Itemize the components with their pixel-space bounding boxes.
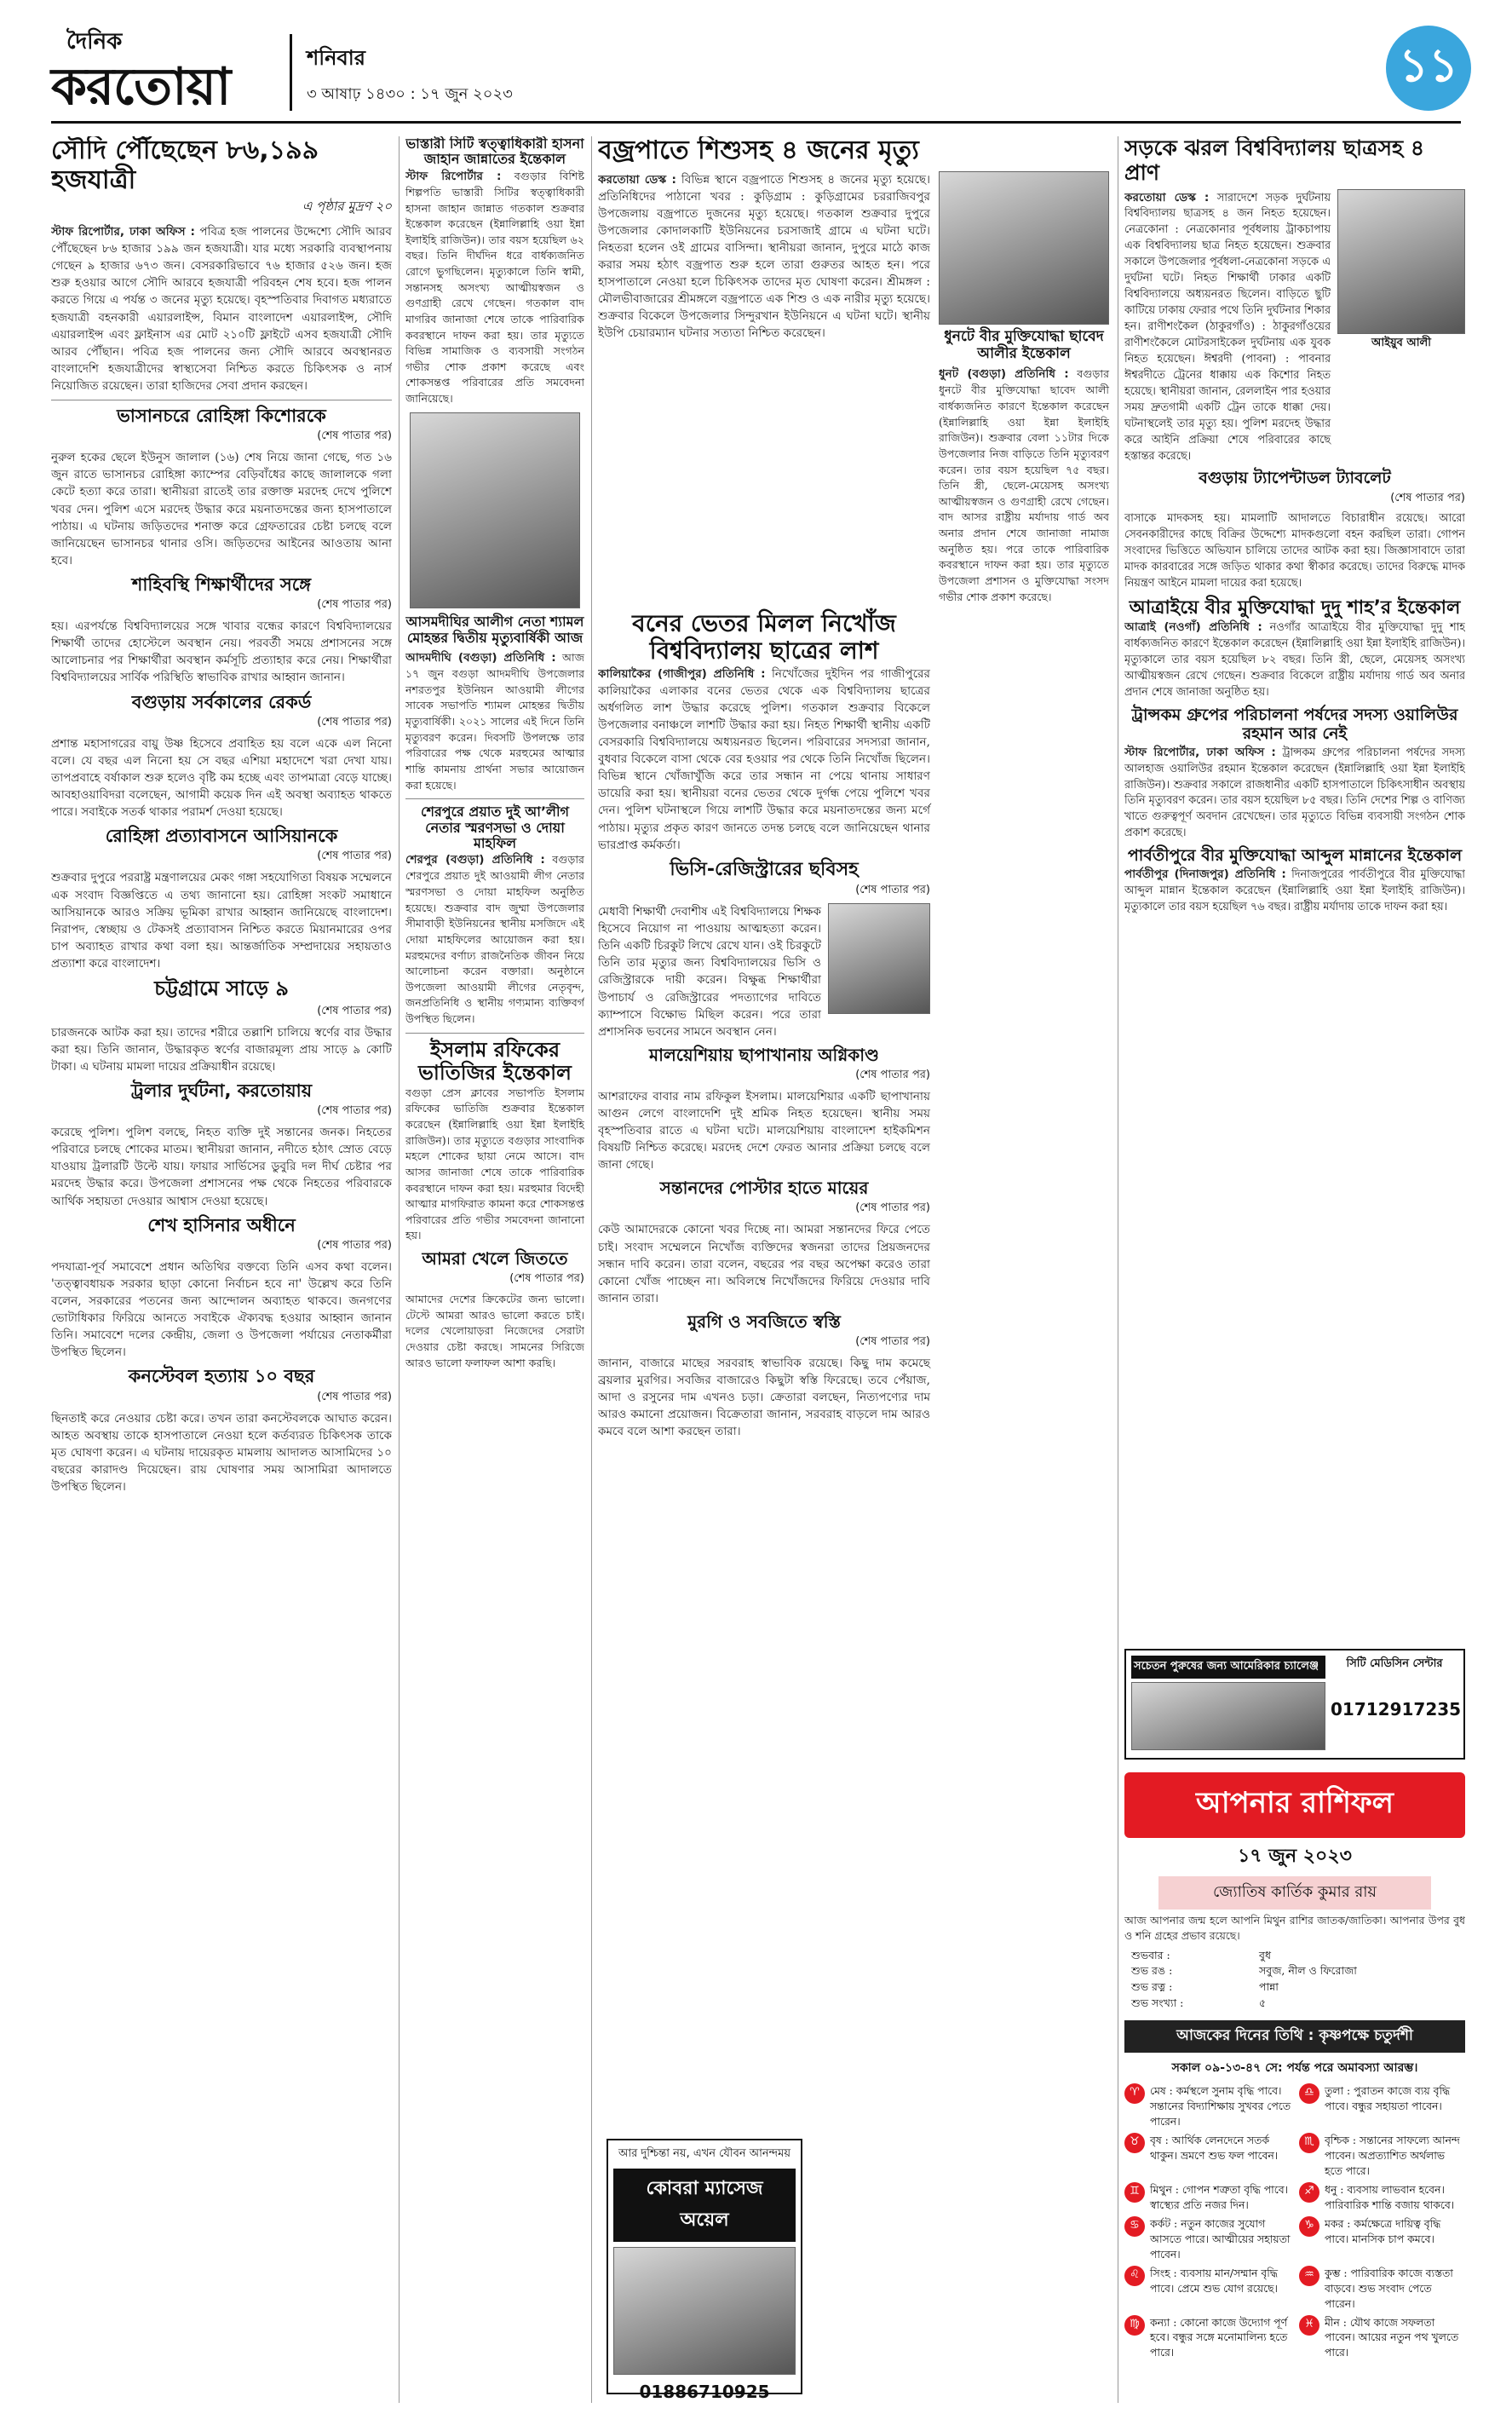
headline: মালয়েশিয়ায় ছাপাখানায় অগ্নিকাণ্ড — [648, 1044, 880, 1065]
zodiac-text: সিংহ : ব্যবসায় মান/সম্মান বৃদ্ধি পাবে। প্রেমে শুভ যোগ রয়েছে। — [1150, 2266, 1278, 2295]
byline: আত্রাই (নওগাঁ) প্রতিনিধি : — [1124, 620, 1262, 635]
byline: স্টাফ রিপোর্টার : — [405, 169, 502, 183]
headline: সন্তানদের পোস্টার হাতে মায়ের — [659, 1178, 869, 1199]
page-number-badge: ১১ — [1386, 26, 1471, 111]
story-cricket — [405, 1249, 584, 1371]
continued-label: (শেষ পাতার পর) — [317, 429, 392, 443]
headline: ভাসানচরে রোহিঙ্গা কিশোরকে — [117, 406, 326, 427]
story-body: দিনাজপুরের পার্বতীপুরে বীর মুক্তিযোদ্ধা আব্দুল মান্নান ইন্তেকাল করেছেন (ইন্নালিল্লাহি ওয়া ইন্না ইলাইহি রাজিউন)। মৃত্যুকালে তার বয়স হয়েছিল ৭৬ বছর। রাষ্ট্রীয় মর্যাদায় তাকে দাফন করা হয়। — [1124, 868, 1465, 913]
ad-subtitle: আর দুশ্চিন্তা নয়, এখন যৌবন আনন্দময় — [618, 2147, 790, 2160]
zodiac-entry — [1299, 2216, 1465, 2262]
zodiac-entry — [1124, 2216, 1291, 2262]
story-body: বাসাকে মাদকসহ হয়। মামলাটি আদালতে বিচারাধীন রয়েছে। আরো সেবনকারীদের কাছে বিক্রির উদ্দেশ্যে মাদকগুলো বহন করছিল তারা। গোপন সংবাদের ভিত্তিতে অভিযান চালিয়ে তাদের আটক করা হয়। জিজ্ঞাসাবাদে তারা মাদক কারবারের সঙ্গে জড়িত থাকার কথা স্বীকার করেছে। তাদের বিরুদ্ধে মাদক নিয়ন্ত্রণ আইনে মামলা দায়ের করা হয়েছে। — [1124, 512, 1465, 590]
ad-phone[interactable]: 01712917235 — [1331, 1699, 1462, 1720]
horoscope-table-key: শুভবার : — [1131, 1948, 1170, 1962]
zodiac-entry — [1299, 2266, 1465, 2312]
logo-big-text: করতোয়া — [51, 57, 231, 117]
story-body: ছিনতাই করে নেওয়ার চেষ্টা করে। তখন তারা কনস্টেবলকে আঘাত করেন। আহত অবস্থায় তাকে হাসপাতালে নেওয়া হলে কর্তব্যরত চিকিৎসক তাকে মৃত ঘোষণা করেন। এ ঘটনায় দায়েরকৃত মামলায় আদালত আসামিদের ১০ বছরের কারাদণ্ড দিয়েছেন। রায় ঘোষণার সময় আসামিরা আদালতে উপস্থিত ছিলেন। — [51, 1411, 392, 1495]
continued-label: (শেষ পাতার পর) — [317, 715, 392, 729]
story-body: আমাদের দেশের ক্রিকেটের জন্য ভালো। টেস্টে আমরা আরও ভালো করতে চাই। দলের খেলোয়াড়রা নিজেদের সেরাটা দেওয়ার চেষ্টা করছে। সামনের সিরিজে আরও ভালো ফলাফল আশা করছি। — [405, 1293, 584, 1369]
portrait-photo — [828, 903, 930, 1014]
headline: কনস্টেবল হত্যায় ১০ বছর — [128, 1366, 315, 1387]
headline: বনের ভেতর মিলল নিখোঁজ বিশ্ববিদ্যালয় ছাত্রের লাশ — [632, 609, 896, 665]
story-body: আজ ১৭ জুন বগুড়া আদমদীঘি উপজেলার নশরতপুর ইউনিয়ন আওয়ামী লীগের সাবেক সভাপতি শ্যামল মোহন্তর দ্বিতীয় মৃত্যুবার্ষিকী। ২০২১ সালের এই দিনে তিনি মৃত্যুবরণ করেন। দিবসটি উপলক্ষে তার পরিবারের পক্ষ থেকে মরহুমের আত্মার শান্তি কামনায় প্রার্থনা সভার আয়োজন করা হয়েছে। — [405, 651, 584, 792]
photo-caption: ধুনটে বীর মুক্তিযোদ্ধা ছাবেদ আলীর ইন্তেকাল — [944, 327, 1104, 362]
zodiac-text: বৃশ্চিক : সন্তানের সাফল্যে আনন্দ পাবেন। অপ্রত্যাশিত অর্থলাভ হতে পারে। — [1325, 2133, 1460, 2177]
zodiac-text: মেষ : কর্মস্থলে সুনাম বৃদ্ধি পাবে। সন্তানের বিদ্যাশিক্ষায় সুখবর পেতে পারেন। — [1150, 2083, 1291, 2128]
headline: বগুড়ায় ট্যাপেন্টাডল ট্যাবলেট — [1199, 469, 1391, 488]
horoscope-table-value: বুধ — [1259, 1948, 1271, 1962]
story-body: নওগাঁর আত্রাইয়ে বীর মুক্তিযোদ্ধা দুদু শাহ বার্ধক্যজনিত কারণে ইন্তেকাল করেছেন (ইন্নালিল্লাহি ওয়া ইন্না ইলাইহি রাজিউন)। মৃত্যুকালে তার বয়স হয়েছিল ৮২ বছর। তিনি স্ত্রী, ছেলে, মেয়েসহ অসংখ্য আত্মীয়স্বজন রেখে গেছেন। শুক্রবার বিকেলে রাষ্ট্রীয় মর্যাদায় গার্ড অব অনার প্রদান শেষে জানাজা অনুষ্ঠিত হয়। — [1124, 621, 1465, 700]
horoscope-table-value: সবুজ, নীল ও ফিরোজা — [1259, 1964, 1357, 1978]
horoscope-table-row — [1131, 1979, 1458, 1996]
headline: রোহিঙ্গা প্রত্যাবাসনে আসিয়ানকে — [105, 826, 338, 847]
story-parbatipur — [1124, 847, 1465, 916]
headline: সৌদি পৌঁছেছেন ৮৬,১৯৯ হজযাত্রী — [51, 136, 319, 195]
ad-image — [613, 2247, 796, 2375]
story-body: সারাদেশে সড়ক দুর্ঘটনায় বিশ্ববিদ্যালয় ছাত্রসহ ৪ জন নিহত হয়েছেন। নেত্রকোনা : নেত্রকোনার পূর্বধলায় ট্রাকচাপায় এক বিশ্ববিদ্যালয় ছাত্র নিহত হয়েছেন। শুক্রবার সকালে উপজেলার পূর্বধলা-নেত্রকোনা সড়কে এ দুর্ঘটনা ঘটে। নিহত শিক্ষার্থী ঢাকার একটি বিশ্ববিদ্যালয়ে অধ্যয়নরত ছিলেন। বাড়িতে ছুটি কাটিয়ে ঢাকায় ফেরার পথে তিনি দুর্ঘটনার শিকার হন। রাণীশংকৈল (ঠাকুরগাঁও) : ঠাকুরগাঁওয়ের রাণীশংকৈলে মোটরসাইকেল দুর্ঘটনায় এক যুবক নিহত হয়েছেন। ঈশ্বরদী (পাবনা) : পাবনার ঈশ্বরদীতে ট্রেনের ধাক্কায় এক কিশোর নিহত হয়েছে। স্থানীয়রা জানান, রেললাইন পার হওয়ার সময় দ্রুতগামী একটি ট্রেন তাকে ধাক্কা দেয়। ঘটনাস্থলেই তার মৃত্যু হয়। পুলিশ মরদেহ উদ্ধার করে আইনি প্রক্রিয়া শেষে পরিবারের কাছে হস্তান্তর করেছে। — [1124, 191, 1331, 463]
logo-small-text: দৈনিক — [66, 29, 123, 55]
ad-label: সিটি মেডিসিন সেন্টার — [1346, 1657, 1443, 1670]
horoscope-date: ১৭ জুন ২০২৩ — [1238, 1846, 1352, 1867]
byline: করতোয়া ডেস্ক : — [1124, 190, 1210, 205]
story-body: ট্রান্সকম গ্রুপের পরিচালনা পর্ষদের সদস্য আলহাজ ওয়ালিউর রহমান ইন্তেকাল করেছেন (ইন্নালিল্লাহি ওয়া ইন্না ইলাইহি রাজিউন)। শুক্রবার সকালে রাজধানীর একটি হাসপাতালে চিকিৎসাধীন অবস্থায় তিনি মৃত্যুবরণ করেন। তার বয়স হয়েছিল ৮৫ বছর। তিনি দেশের শিল্প ও বাণিজ্য খাতে গুরুত্বপূর্ণ অবদান রেখেছেন। তার মৃত্যুতে বিভিন্ন ব্যবসায়ী সংগঠন শোক প্রকাশ করেছে। — [1124, 746, 1465, 840]
continued-label: (শেষ পাতার পর) — [317, 850, 392, 863]
continued-label: (শেষ পাতার পর) — [855, 884, 930, 897]
zodiac-entry — [1124, 2315, 1291, 2361]
headline: ট্রলার দুর্ঘটনা, করতোয়ায় — [130, 1080, 313, 1101]
story-hajj — [51, 136, 392, 395]
headline: ভাস্তারী সিটি স্বত্ত্বাধিকারী হাসনা জাহান জান্নাতের ইন্তেকাল — [405, 136, 584, 168]
headline: ট্রান্সকম গ্রুপের পরিচালনা পর্ষদের সদস্য ওয়ালিউর রহমান আর নেই — [1131, 705, 1458, 743]
story-vc-registrar — [598, 859, 930, 1040]
story-students — [51, 574, 392, 687]
story-body: পবিত্র হজ পালনের উদ্দেশ্যে সৌদি আরব পৌঁছেছেন ৮৬ হাজার ১৯৯ জন হজযাত্রী। যার মধ্যে সরকারি ব্যবস্থাপনায় গেছেন ৯ হাজার ৬৭৩ জন। বেসরকারিভাবে ৭৬ হাজার ৫২৬ জন। হজ শুরু হওয়ার আগে সৌদি আরবে হজযাত্রী পরিবহন শেষ হবে। হজ পালন করতে গিয়ে এ পর্যন্ত ৩ জনের মৃত্যু হয়েছে। বৃহস্পতিবার দিবাগত মধ্যরাতে হজযাত্রী বহনকারী এয়ারলাইন্স, বিমান বাংলাদেশ এয়ারলাইন্স, সৌদি এয়ারলাইন্স এবং ফ্লাইনাস এর মোট ২১০টি ফ্লাইটে এসব হজযাত্রী সৌদি আরব পৌঁছান। পবিত্র হজ পালনের জন্য সৌদি আরবে অবস্থানরত বাংলাদেশি হজযাত্রীদের স্বাস্থ্যসেবা নিশ্চিত করতে চিকিৎসক ও নার্স নিয়োজিত রয়েছেন। তারা হাজিদের সেবা প্রদান করছেন। — [51, 225, 392, 393]
tithi-detail: সকাল ০৯-১৩-৪৭ সে: পর্যন্ত পরে অমাবস্যা আরম্ভ। — [1171, 2060, 1418, 2075]
story-body: চারজনকে আটক করা হয়। তাদের শরীরে তল্লাশি চালিয়ে স্বর্ণের বার উদ্ধার করা হয়। তিনি জানান, উদ্ধারকৃত স্বর্ণের বাজারমূল্য প্রায় সাড়ে ৯ কোটি টাকা। এ ঘটনায় মামলা দায়ের প্রক্রিয়াধীন রয়েছে। — [51, 1025, 392, 1074]
zodiac-entry — [1124, 2083, 1291, 2129]
story-lightning — [598, 136, 1111, 605]
story-divider — [405, 798, 584, 799]
story-road-accident — [1124, 136, 1465, 464]
zodiac-entry — [1124, 2133, 1291, 2179]
zodiac-entry — [1299, 2315, 1465, 2361]
horoscope-table-row — [1131, 1948, 1458, 1964]
story-transcom — [1124, 706, 1465, 842]
continued-label: (শেষ পাতার পর) — [1390, 492, 1465, 505]
issue-day: শনিবার — [307, 46, 365, 70]
headline: চট্টগ্রামে সাড়ে ৯ — [154, 976, 289, 1001]
byline: করতোয়া ডেস্ক : — [598, 172, 676, 187]
zodiac-icon: ♓ — [1299, 2315, 1319, 2336]
story-body: পদযাত্রা-পূর্ব সমাবেশে প্রধান অতিথির বক্তব্যে তিনি এসব কথা বলেন। 'তত্ত্বাবধায়ক সরকার ছাড়া কোনো নির্বাচন হবে না' উল্লেখ করে তিনি বলেন, সরকারের পতনের জন্য আন্দোলন অব্যাহত থাকবে। জনগণের ভোটাধিকার ফিরিয়ে আনতে সবাইকে ঐক্যবদ্ধ হওয়ার আহ্বান জানান তিনি। সমাবেশে দলের কেন্দ্রীয়, জেলা ও উপজেলা পর্যায়ের নেতাকর্মীরা উপস্থিত ছিলেন। — [51, 1259, 392, 1360]
horoscope-table-key: শুভ সংখ্যা : — [1131, 1996, 1184, 2009]
story-body: মেধাবী শিক্ষার্থী দেবাশীষ এই বিশ্ববিদ্যালয়ে শিক্ষক হিসেবে নিয়োগ না পাওয়ায় আত্মহত্যা করেন। তিনি একটি চিরকুট লিখে রেখে যান। ওই চিরকুটে তিনি তার মৃত্যুর জন্য বিশ্ববিদ্যালয়ের ভিসি ও রেজিস্ট্রারকে দায়ী করেন। বিক্ষুব্ধ শিক্ষার্থীরা উপাচার্য ও রেজিস্ট্রারের পদত্যাগের দাবিতে ক্যাম্পাসে বিক্ষোভ মিছিল করেন। পরে তারা প্রশাসনিক ভবনের সামনে অবস্থান নেন। — [598, 905, 821, 1039]
story-malaysia-fire — [598, 1046, 930, 1174]
masthead-divider — [290, 34, 292, 111]
headline: মুরগি ও সবজিতে স্বস্তি — [687, 1311, 841, 1332]
horoscope-title: আপনার রাশিফল — [1124, 1772, 1465, 1838]
continued-label: (শেষ পাতার পর) — [855, 1334, 930, 1348]
zodiac-entry — [1124, 2266, 1291, 2312]
story-sheikh-hasina — [51, 1215, 392, 1362]
advertisement-cobra[interactable] — [607, 2139, 802, 2402]
horoscope-table — [1124, 1944, 1465, 2015]
zodiac-text: মিথুন : গোপন শত্রুতা বৃদ্ধি পাবে। স্বাস্থ্যের প্রতি নজর দিন। — [1150, 2182, 1289, 2211]
story-bogura-record — [51, 692, 392, 821]
masthead — [0, 0, 1512, 128]
headline: শাহিবস্থি শিক্ষার্থীদের সঙ্গে — [131, 574, 312, 595]
zodiac-icon: ♑ — [1299, 2216, 1319, 2237]
zodiac-icon: ♉ — [1124, 2133, 1145, 2153]
continued-label: (শেষ পাতার পর) — [317, 598, 392, 612]
issue-date: ৩ আষাঢ় ১৪৩০ : ১৭ জুন ২০২৩ — [307, 85, 513, 103]
zodiac-text: ধনু : ব্যবসায় লাভবান হবেন। পারিবারিক শান্তি বজায় থাকবে। — [1325, 2182, 1455, 2211]
continued-label: (শেষ পাতার পর) — [317, 1104, 392, 1118]
continued-label: (শেষ পাতার পর) — [855, 1068, 930, 1081]
story-hasna-jahan — [405, 136, 584, 407]
photo-caption: আসমদীঘির আলীগ নেতা শ্যামল মোহন্তর দ্বিতীয় মৃত্যুবার্ষিকী আজ — [405, 613, 584, 646]
zodiac-entry — [1124, 2182, 1291, 2213]
story-constable — [51, 1366, 392, 1495]
horoscope-author: জ্যোতিষ কার্তিক কুমার রায় — [1158, 1876, 1431, 1910]
zodiac-icon: ♐ — [1299, 2182, 1319, 2203]
headline: বগুড়ায় সর্বকালের রেকর্ড — [131, 691, 312, 712]
continued-label: (শেষ পাতার পর) — [317, 1238, 392, 1252]
story-islam-rafiq — [405, 1039, 584, 1244]
photo-caption: আইয়ুব আলী — [1371, 336, 1431, 349]
story-dudu-shah — [1124, 597, 1465, 701]
byline: স্টাফ রিপোর্টার, ঢাকা অফিস : — [1124, 745, 1276, 759]
horoscope-table-value: ৫ — [1259, 1996, 1267, 2009]
column-rule — [591, 136, 592, 2403]
column-1 — [51, 136, 392, 2411]
story-market — [598, 1312, 930, 1441]
zodiac-text: মীন : যৌথ কাজে সফলতা পাবেন। আয়ের নতুন পথ খুলতে পারে। — [1325, 2315, 1459, 2359]
zodiac-icon: ♈ — [1124, 2083, 1145, 2104]
zodiac-icon: ♋ — [1124, 2216, 1145, 2237]
zodiac-grid — [1124, 2083, 1465, 2365]
column-3 — [598, 136, 1111, 2411]
zodiac-text: কুম্ভ : পারিবারিক কাজে ব্যস্ততা বাড়বে। শুভ সংবাদ পেতে পারেন। — [1325, 2266, 1453, 2310]
story-body: প্রশান্ত মহাসাগরের বায়ু উষ্ণ হিসেবে প্রবাহিত হয় বলে একে এল নিনো বলে। যে বছর এল নিনো হয় সে বছর এশিয়া মহাদেশে খরা দেখা যায়। তাপপ্রবাহে বর্ষাকাল শুরু হলেও বৃষ্টি কম হচ্ছে এবং তাপমাত্রা বেড়ে যাচ্ছে। আবহাওয়াবিদরা বলেছেন, আগামী কয়েক দিন এই অবস্থা অব্যাহত থাকতে পারে। সবাইকে সতর্ক থাকার পরামর্শ দেওয়া হয়েছে। — [51, 736, 392, 820]
story-body: জানান, বাজারে মাছের সরবরাহ স্বাভাবিক রয়েছে। কিছু দাম কমেছে ব্রয়লার মুরগির। সবজির বাজারেও কিছুটা স্বস্তি ফিরেছে। তবে পেঁয়াজ, আদা ও রসুনের দাম এখনও চড়া। ক্রেতারা বলছেন, নিত্যপণ্যের দাম আরও কমানো প্রয়োজন। বিক্রেতারা জানান, সরবরাহ বাড়লে দাম আরও কমবে বলে আশা করছেন তারা। — [598, 1356, 930, 1439]
continued-label: (শেষ পাতার পর) — [317, 1390, 392, 1403]
newspaper-logo — [51, 24, 281, 118]
subheadline: এ পৃষ্ঠার মুদ্রণ ২০ — [302, 199, 392, 214]
headline: পার্বতীপুরে বীর মুক্তিযোদ্ধা আব্দুল মান্নানের ইন্তেকাল — [1127, 846, 1463, 866]
zodiac-entry — [1299, 2083, 1465, 2129]
headline: শেরপুরে প্রয়াত দুই আ’লীগ নেতার স্মরণসভা ও দোয়া মাহফিল — [420, 804, 570, 851]
story-tapentadol — [1124, 469, 1465, 592]
zodiac-entry — [1299, 2182, 1465, 2213]
ad-phone[interactable]: 01886710925 — [639, 2382, 770, 2402]
byline: আদমদীঘি (বগুড়া) প্রতিনিধি : — [405, 651, 556, 665]
zodiac-text: কন্যা : কোনো কাজে উদ্যোগ পূর্ণ হবে। বন্ধুর সঙ্গে মনোমালিন্য হতে পারে। — [1150, 2315, 1288, 2359]
portrait-photo — [939, 171, 1109, 325]
byline: কালিয়াকৈর (গাজীপুর) প্রতিনিধি : — [598, 666, 766, 681]
zodiac-entry — [1299, 2133, 1465, 2179]
story-chattogram — [51, 977, 392, 1075]
ad-title: কোবরা ম্যাসেজ অয়েল — [613, 2169, 796, 2242]
story-body: বিভিন্ন স্থানে বজ্রপাতে শিশুসহ ৪ জনের মৃত্যু হয়েছে। প্রতিনিধিদের পাঠানো খবর : কুড়িগ্রাম : কুড়িগ্রামের চররাজিবপুর উপজেলায় বজ্রপাতে দুজনের মৃত্যু হয়েছে। গতকাল শুক্রবার দুপুরে উপজেলার কোদালকাটি ইউনিয়নের চরসাজাই গ্রামে এ ঘটনা ঘটে। নিহতরা হলেন ওই গ্রামের বাসিন্দা। স্থানীয়রা জানান, দুপুরে মাঠে কাজ করার সময় হঠাৎ বজ্রপাত শুরু হলে তারা গুরুতর আহত হন। পরে হাসপাতালে নেওয়া হলে চিকিৎসক তাদের মৃত ঘোষণা করেন। শ্রীমঙ্গল : মৌলভীবাজারের শ্রীমঙ্গলে বজ্রপাতে এক শিশু ও এক নারীর মৃত্যু হয়েছে। শুক্রবার বিকেলে উপজেলার সিন্দুরখান ইউনিয়নে এ ঘটনা ঘটে। স্থানীয় ইউপি চেয়ারম্যান ঘটনার সত্যতা নিশ্চিত করেছেন। — [598, 172, 930, 341]
portrait-photo — [1337, 189, 1465, 334]
horoscope-table-row — [1131, 1963, 1458, 1979]
masthead-rule — [51, 121, 1461, 124]
headline: ইসলাম রফিকের ভাতিজির ইন্তেকাল — [418, 1037, 572, 1086]
story-university-student — [598, 610, 930, 854]
horoscope-table-key: শুভ রত্ন : — [1131, 1980, 1173, 1994]
column-2 — [405, 136, 584, 2411]
column-rule — [399, 136, 400, 2403]
continued-label: (শেষ পাতার পর) — [509, 1272, 584, 1286]
zodiac-icon: ♏ — [1299, 2133, 1319, 2153]
headline: ভিসি-রেজিস্ট্রারের ছবিসহ — [670, 858, 859, 880]
horoscope-table-row — [1131, 1996, 1458, 2012]
headline: আমরা খেলে জিততে — [422, 1248, 568, 1270]
story-body: বগুড়ার বিশিষ্ট শিল্পপতি ভাস্তারী সিটির স্বত্ত্বাধিকারী হাসনা জাহান জান্নাত গতকাল শুক্রবার ইন্তেকাল করেছেন (ইন্নালিল্লাহি ওয়া ইন্না ইলাইহি রাজিউন)। তার বয়স হয়েছিল ৬২ বছর। তিনি দীর্ঘদিন ধরে বার্ধক্যজনিত রোগে ভুগছিলেন। মৃত্যুকালে তিনি স্বামী, সন্তানসহ অসংখ্য আত্মীয়স্বজন ও গুণগ্রাহী রেখে গেছেন। গতকাল বাদ মাগরিব জানাজা শেষে তাকে পারিবারিক কবরস্থানে দাফন করা হয়। তার মৃত্যুতে বিভিন্ন সামাজিক ও ব্যবসায়ী সংগঠন গভীর শোক প্রকাশ করেছে এবং শোকসন্তপ্ত পরিবারের প্রতি সমবেদনা জানিয়েছে। — [405, 169, 584, 406]
byline: স্টাফ রিপোর্টার, ঢাকা অফিস : — [51, 225, 195, 239]
horoscope-intro: আজ আপনার জন্ম হলে আপনি মিথুন রাশির জাতক/জাতিকা। আপনার উপর বুধ ও শনি গ্রহের প্রভাব রয়েছে। — [1124, 1914, 1465, 1943]
story-body: নুরুল হকের ছেলে ইউনুস জালাল (১৬) শেষ নিয়ে জানা গেছে, গত ১৬ জুন রাতে ভাসানচর রোহিঙ্গা ক্যাম্পের বেড়িবাঁধের কাছে জালালকে গলা কেটে হত্যা করে তারা। স্থানীয়রা রাতেই তার রক্তাক্ত মরদেহ দেখে পুলিশে খবর দেন। পুলিশ এসে মরদেহ উদ্ধার করে ময়নাতদন্তের জন্য হাসপাতালে পাঠায়। এ ঘটনায় জড়িতদের শনাক্ত করে গ্রেফতারের চেষ্টা চলছে বলে জানিয়েছেন ভাসানচর থানার ওসি। জড়িতদের আইনের আওতায় আনা হবে। — [51, 451, 392, 567]
continued-label: (শেষ পাতার পর) — [855, 1201, 930, 1215]
story-body: বগুড়ার ধুনটে বীর মুক্তিযোদ্ধা ছাবেদ আলী বার্ধক্যজনিত কারণে ইন্তেকাল করেছেন (ইন্নালিল্লাহি ওয়া ইন্না ইলাইহি রাজিউন)। শুক্রবার বেলা ১১টার দিকে উপজেলার নিজ বাড়িতে তিনি মৃত্যুবরণ করেন। তার বয়স হয়েছিল ৭৫ বছর। তিনি স্ত্রী, ছেলে-মেয়েসহ অসংখ্য আত্মীয়স্বজন ও গুণগ্রাহী রেখে গেছেন। বাদ আসর রাষ্ট্রীয় মর্যাদায় গার্ড অব অনার প্রদান শেষে জানাজা নামাজ অনুষ্ঠিত হয়। পরে তাকে পারিবারিক কবরস্থানে দাফন করা হয়। তার মৃত্যুতে উপজেলা প্রশাসন ও মুক্তিযোদ্ধা সংসদ গভীর শোক প্রকাশ করেছে। — [939, 367, 1109, 603]
horoscope-section — [1124, 1772, 1465, 2403]
zodiac-icon: ♒ — [1299, 2266, 1319, 2286]
horoscope-table-key: শুভ রঙ : — [1131, 1964, 1173, 1978]
story-body: হয়। এরপর্যন্তে বিশ্ববিদ্যালয়ের সঙ্গে খাবার বন্ধের কারণে বিশ্ববিদ্যালয়ের শিক্ষার্থী তাদের হোস্টেলে অবস্থান নেয়। পরবর্তী সময়ে প্রশাসনের সঙ্গে আলোচনার পর শিক্ষার্থীরা অবস্থান কর্মসূচি প্রত্যাহার করে নেয়। শিক্ষার্থীরা বিশ্ববিদ্যালয়ের সার্বিক পরিস্থিতি স্বাভাবিক রাখার আহ্বান জানান। — [51, 619, 392, 685]
story-body: আশরাফের বাবার নাম রফিকুল ইসলাম। মালয়েশিয়ার একটি ছাপাখানায় আগুন লেগে বাংলাদেশি দুই শ্রমিক নিহত হয়েছেন। স্থানীয় সময় বৃহস্পতিবার রাতে এ ঘটনা ঘটে। মালয়েশিয়ায় বাংলাদেশ হাইকমিশন বিষয়টি নিশ্চিত করেছে। মরদেহ দেশে ফেরত আনার প্রক্রিয়া চলছে বলে জানা গেছে। — [598, 1089, 930, 1172]
byline: পার্বতীপুর (দিনাজপুর) প্রতিনিধি : — [1124, 867, 1286, 882]
story-body: বগুড়া প্রেস ক্লাবের সভাপতি ইসলাম রফিকের ভাতিজি শুক্রবার ইন্তেকাল করেছেন (ইন্নালিল্লাহি ওয়া ইন্না ইলাইহি রাজিউন)। তার মৃত্যুতে বগুড়ার সাংবাদিক মহলে শোকের ছায়া নেমে আসে। বাদ আসর জানাজা শেষে তাকে পারিবারিক কবরস্থানে দাফন করা হয়। মরহুমার বিদেহী আত্মার মাগফিরাত কামনা করে শোকসন্তপ্ত পরিবারের প্রতি গভীর সমবেদনা জানানো হয়। — [405, 1086, 584, 1242]
horoscope-table-value: পান্না — [1259, 1980, 1279, 1994]
story-divider — [405, 1033, 584, 1034]
story-body: নিখোঁজের দুইদিন পর গাজীপুরের কালিয়াকৈর এলাকার বনের ভেতর থেকে এক বিশ্ববিদ্যালয় ছাত্রের অর্ধগলিত লাশ উদ্ধার করেছে পুলিশ। গতকাল শুক্রবার বিকেলে উপজেলার বনাঞ্চলে লাশটি উদ্ধার করা হয়। নিহত শিক্ষার্থী স্থানীয় একটি বেসরকারি বিশ্ববিদ্যালয়ে অধ্যয়নরত ছিলেন। পরিবারের সদস্যরা জানান, বুধবার বিকেলে বাসা থেকে বের হওয়ার পর থেকে তিনি নিখোঁজ ছিলেন। বিভিন্ন স্থানে খোঁজাখুঁজি করে তার সন্ধান না পেয়ে থানায় সাধারণ ডায়েরি করা হয়। স্থানীয়রা বনের ভেতর থেকে দুর্গন্ধ পেয়ে পুলিশে খবর দেন। পুলিশ ঘটনাস্থলে গিয়ে লাশটি উদ্ধার করে ময়নাতদন্তের জন্য মর্গে পাঠায়। মৃত্যুর প্রকৃত কারণ জানতে তদন্ত চলছে বলে জানিয়েছেন থানার ভারপ্রাপ্ত কর্মকর্তা। — [598, 666, 930, 852]
headline: সড়কে ঝরল বিশ্ববিদ্যালয় ছাত্রসহ ৪ প্রাণ — [1124, 136, 1425, 185]
zodiac-icon: ♎ — [1299, 2083, 1319, 2104]
story-trawler — [51, 1080, 392, 1210]
portrait-photo — [410, 412, 580, 608]
story-mothers-posters — [598, 1178, 930, 1307]
ad-image — [1131, 1682, 1325, 1750]
headline: শেখ হাসিনার অধীনে — [147, 1214, 296, 1236]
zodiac-text: মকর : কর্মক্ষেত্রে দায়িত্ব বৃদ্ধি পাবে। মানসিক চাপ কমবে। — [1325, 2216, 1441, 2245]
tithi-banner: আজকের দিনের তিথি : কৃষ্ণপক্ষে চতুর্দশী — [1124, 2020, 1465, 2053]
continued-label: (শেষ পাতার পর) — [317, 1004, 392, 1017]
story-body: কেউ আমাদেরকে কোনো খবর দিচ্ছে না। আমরা সন্তানদের ফিরে পেতে চাই। সংবাদ সম্মেলনে নিখোঁজ ব্যক্তিদের স্বজনরা তাদের প্রিয়জনদের সন্ধান দাবি করেন। তারা বলেন, বছরের পর বছর অপেক্ষা করেও তারা কোনো খোঁজ পাচ্ছেন না। অবিলম্বে নিখোঁজদের ফিরিয়ে দেওয়ার দাবি জানান তারা। — [598, 1223, 930, 1305]
zodiac-text: তুলা : পুরাতন কাজে ব্যয় বৃদ্ধি পাবে। বন্ধুর সহায়তা পাবেন। — [1325, 2083, 1451, 2112]
story-rohingya-asean — [51, 826, 392, 972]
story-sherpur — [405, 804, 584, 1028]
ad-title: সচেতন পুরুষের জন্য আমেরিকার চ্যালেঞ্জ — [1131, 1656, 1325, 1679]
zodiac-text: বৃষ : আর্থিক লেনদেনে সতর্ক থাকুন। ভ্রমণে শুভ ফল পাবেন। — [1150, 2133, 1279, 2162]
story-body: শুক্রবার দুপুরে পররাষ্ট্র মন্ত্রণালয়ের মেকং গঙ্গা সহযোগিতা বিষয়ক সম্মেলনে এক সংবাদ বিজ্ঞপ্তিতে এ তথ্য জানানো হয়। রোহিঙ্গা সংকট সমাধানে আসিয়ানকে আরও সক্রিয় ভূমিকা রাখার আহ্বান জানিয়েছে বাংলাদেশ। নিরাপদ, স্বেচ্ছায় ও টেকসই প্রত্যাবাসন নিশ্চিত করতে মিয়ানমারের ওপর চাপ অব্যাহত রাখার কথা বলা হয়। আন্তর্জাতিক সম্প্রদায়ের সহায়তাও প্রত্যাশা করে বাংলাদেশ। — [51, 871, 392, 971]
zodiac-text: কর্কট : নতুন কাজের সুযোগ আসতে পারে। আত্মীয়ের সহায়তা পাবেন। — [1150, 2216, 1291, 2261]
story-rohingya-teen — [51, 406, 392, 569]
headline: বজ্রপাতে শিশুসহ ৪ জনের মৃত্যু — [598, 136, 919, 165]
advertisement-city-medicine[interactable] — [1124, 1649, 1465, 1760]
byline: ধুনট (বগুড়া) প্রতিনিধি : — [939, 367, 1069, 382]
story-body: করেছে পুলিশ। পুলিশ বলছে, নিহত ব্যক্তি দুই সন্তানের জনক। নিহতের পরিবারে চলছে শোকের মাতম। স্থানীয়রা জানান, নদীতে হঠাৎ স্রোত বেড়ে যাওয়ায় ট্রলারটি উল্টে যায়। ফায়ার সার্ভিসের ডুবুরি দল দীর্ঘ চেষ্টার পর মরদেহ উদ্ধার করে। উপজেলা প্রশাসনের পক্ষ থেকে নিহতের পরিবারকে আর্থিক সহায়তা দেওয়ার আশ্বাস দেওয়া হয়েছে। — [51, 1126, 392, 1208]
byline: শেরপুর (বগুড়া) প্রতিনিধি : — [405, 853, 545, 867]
headline: আত্রাইয়ে বীর মুক্তিযোদ্ধা দুদু শাহ’র ইন্তেকাল — [1129, 596, 1461, 619]
zodiac-icon: ♊ — [1124, 2182, 1145, 2203]
story-body: বগুড়ার শেরপুরে প্রয়াত দুই আওয়ামী লীগ নেতার স্মরণসভা ও দোয়া মাহফিল অনুষ্ঠিত হয়েছে। শুক্রবার বাদ জুম্মা উপজেলার সীমাবাড়ী ইউনিয়নের স্থানীয় মসজিদে এই দোয়া মাহফিলের আয়োজন করা হয়। মরহুমদের বর্ণাঢ্য রাজনৈতিক জীবন নিয়ে আলোচনা করেন বক্তারা। অনুষ্ঠানে উপজেলা আওয়ামী লীগের নেতৃবৃন্দ, জনপ্রতিনিধি ও স্থানীয় গণ্যমান্য ব্যক্তিবর্গ উপস্থিত ছিলেন। — [405, 853, 584, 1026]
zodiac-icon: ♍ — [1124, 2315, 1145, 2336]
zodiac-icon: ♌ — [1124, 2266, 1145, 2286]
